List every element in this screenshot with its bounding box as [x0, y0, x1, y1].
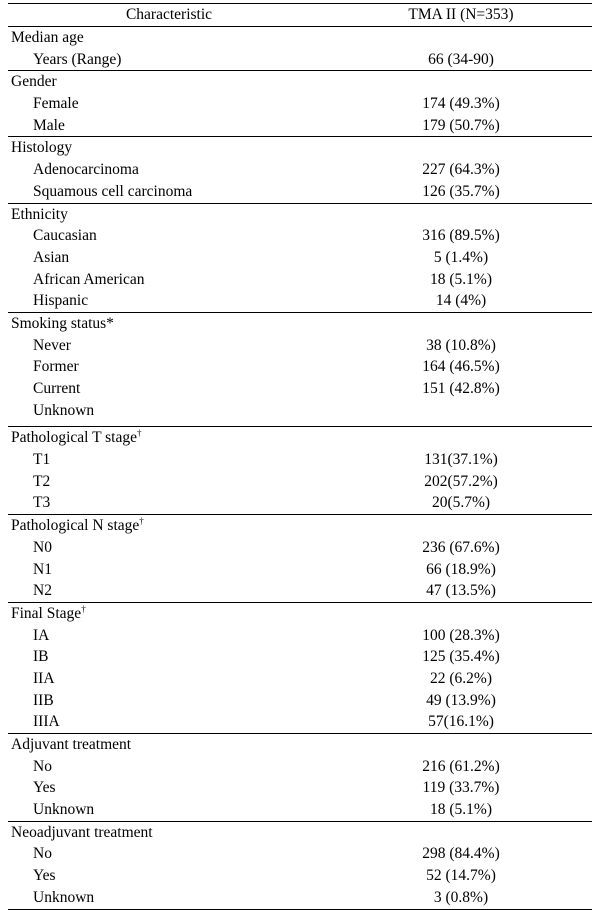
group-title: Smoking status* [11, 314, 114, 332]
table-row [8, 471, 592, 493]
group-title: Pathological T stage [11, 429, 137, 447]
group-title-row [8, 27, 592, 49]
row-label: No [33, 845, 52, 863]
row-group [8, 734, 592, 822]
table-row [8, 559, 592, 581]
footnote-mark: † [137, 428, 142, 439]
group-title-cell [8, 427, 330, 449]
group-title-cell [8, 137, 330, 159]
group-title-row [8, 603, 592, 625]
row-value: 57(16.1%) [428, 713, 494, 731]
group-title-row [8, 71, 592, 93]
row-label: T1 [33, 451, 51, 469]
table-row [8, 668, 592, 690]
group-spacer [8, 421, 592, 426]
row-value: 236 (67.6%) [422, 538, 500, 556]
row-label: T2 [33, 472, 51, 490]
row-group [8, 27, 592, 71]
row-value: 202(57.2%) [424, 472, 498, 490]
group-title: Ethnicity [11, 205, 68, 223]
table-row [8, 843, 592, 865]
row-label: IIB [33, 691, 54, 709]
row-value: 227 (64.3%) [422, 161, 500, 179]
row-value: 126 (35.7%) [422, 182, 500, 200]
row-value: 5 (1.4%) [433, 248, 489, 266]
row-label: IIIA [33, 713, 60, 731]
table-row [8, 378, 592, 400]
row-value: 125 (35.4%) [422, 648, 500, 666]
row-group [8, 427, 592, 515]
table-row [8, 335, 592, 357]
footnote-mark: † [81, 603, 86, 614]
group-title: Median age [11, 29, 84, 46]
table-row [8, 711, 592, 733]
row-label: African American [33, 270, 145, 288]
group-title: Final Stage [11, 604, 82, 622]
table-row [8, 646, 592, 668]
row-label: Years (Range) [33, 50, 122, 68]
group-title-row [8, 427, 592, 449]
row-label: Unknown [33, 888, 95, 906]
table-row [8, 756, 592, 778]
row-label: No [33, 757, 52, 775]
row-group [8, 313, 592, 427]
table-row [8, 690, 592, 712]
table-row [8, 93, 592, 115]
row-value: 66 (34-90) [428, 50, 494, 68]
table-row [8, 887, 592, 909]
group-title-cell [8, 313, 330, 335]
row-value: 66 (18.9%) [426, 560, 496, 578]
row-group [8, 204, 592, 313]
group-title-row [8, 204, 592, 226]
header-characteristic: Characteristic [125, 6, 213, 24]
group-title-cell [8, 71, 330, 93]
group-title-row [8, 137, 592, 159]
row-value: 179 (50.7%) [422, 116, 500, 134]
row-label: IA [33, 626, 50, 644]
row-value: 22 (6.2%) [430, 669, 492, 687]
row-label: Unknown [33, 801, 95, 819]
row-value: 174 (49.3%) [422, 95, 500, 113]
group-title-row [8, 734, 592, 756]
row-value: 119 (33.7%) [422, 779, 500, 797]
row-value: 18 (5.1%) [430, 270, 492, 288]
row-value: 298 (84.4%) [422, 845, 500, 863]
table-row [8, 449, 592, 471]
group-title-cell [8, 27, 330, 49]
row-label: Former [33, 358, 79, 376]
group-title: Gender [11, 73, 57, 91]
table-row [8, 159, 592, 181]
table-row [8, 356, 592, 378]
row-label: N1 [33, 560, 52, 578]
row-label: N2 [33, 582, 52, 600]
row-group [8, 822, 592, 910]
row-value: 100 (28.3%) [422, 626, 500, 644]
table-row [8, 537, 592, 559]
row-value: 131(37.1%) [424, 451, 498, 469]
row-label: Yes [33, 779, 56, 797]
row-label: Asian [33, 248, 70, 266]
group-title-row [8, 515, 592, 537]
row-value: 20(5.7%) [431, 494, 491, 512]
row-value: 38 (10.8%) [426, 336, 496, 354]
row-group [8, 603, 592, 734]
table-row [8, 247, 592, 269]
row-value: 216 (61.2%) [422, 757, 500, 775]
table-row [8, 492, 592, 514]
table-row [8, 181, 592, 203]
table-row [8, 225, 592, 247]
row-label: IB [33, 648, 49, 666]
group-title-row [8, 822, 592, 844]
group-title: Histology [11, 139, 73, 157]
table-row [8, 115, 592, 137]
table-row [8, 580, 592, 602]
row-label: N0 [33, 538, 52, 556]
group-title-cell [8, 822, 330, 844]
row-label: Hispanic [33, 292, 89, 310]
row-value: 151 (42.8%) [422, 380, 500, 397]
group-title: Pathological N stage [11, 517, 140, 535]
row-label: Female [33, 95, 79, 113]
table-row [8, 799, 592, 821]
table-row [8, 865, 592, 887]
row-value: 14 (4%) [435, 292, 487, 310]
row-value: 164 (46.5%) [422, 358, 500, 376]
row-group [8, 137, 592, 203]
table-row [8, 777, 592, 799]
row-value: 47 (13.5%) [426, 582, 496, 600]
row-label: IIA [33, 669, 55, 687]
row-label: T3 [33, 494, 51, 512]
row-value: 49 (13.9%) [426, 691, 496, 709]
row-group [8, 71, 592, 137]
row-label: Squamous cell carcinoma [33, 182, 193, 200]
row-label: Current [33, 380, 81, 397]
group-title-cell [8, 734, 330, 756]
group-title: Neoadjuvant treatment [11, 823, 153, 841]
row-value: 18 (5.1%) [430, 801, 492, 819]
table-row [8, 49, 592, 71]
group-title-cell [8, 515, 330, 537]
table-header [8, 3, 592, 27]
table-row [8, 290, 592, 312]
row-label: Adenocarcinoma [33, 161, 139, 179]
table-body [8, 27, 592, 910]
row-value: 316 (89.5%) [422, 227, 500, 245]
characteristics-table [8, 3, 592, 910]
row-label: Never [33, 336, 71, 354]
row-label: Unknown [33, 401, 95, 419]
table-row [8, 625, 592, 647]
row-group [8, 515, 592, 603]
row-label: Male [33, 116, 65, 134]
row-label: Yes [33, 867, 56, 885]
group-title-cell [8, 204, 330, 226]
table-row [8, 269, 592, 291]
row-value: 3 (0.8%) [433, 888, 489, 906]
footnote-mark: † [139, 516, 144, 527]
group-title: Adjuvant treatment [11, 736, 132, 753]
group-title-row [8, 313, 592, 335]
row-value: 52 (14.7%) [426, 867, 496, 885]
row-label: Caucasian [33, 227, 97, 245]
header-cohort: TMA II (N=353) [408, 6, 514, 24]
group-title-cell [8, 603, 330, 625]
table-row [8, 400, 592, 422]
